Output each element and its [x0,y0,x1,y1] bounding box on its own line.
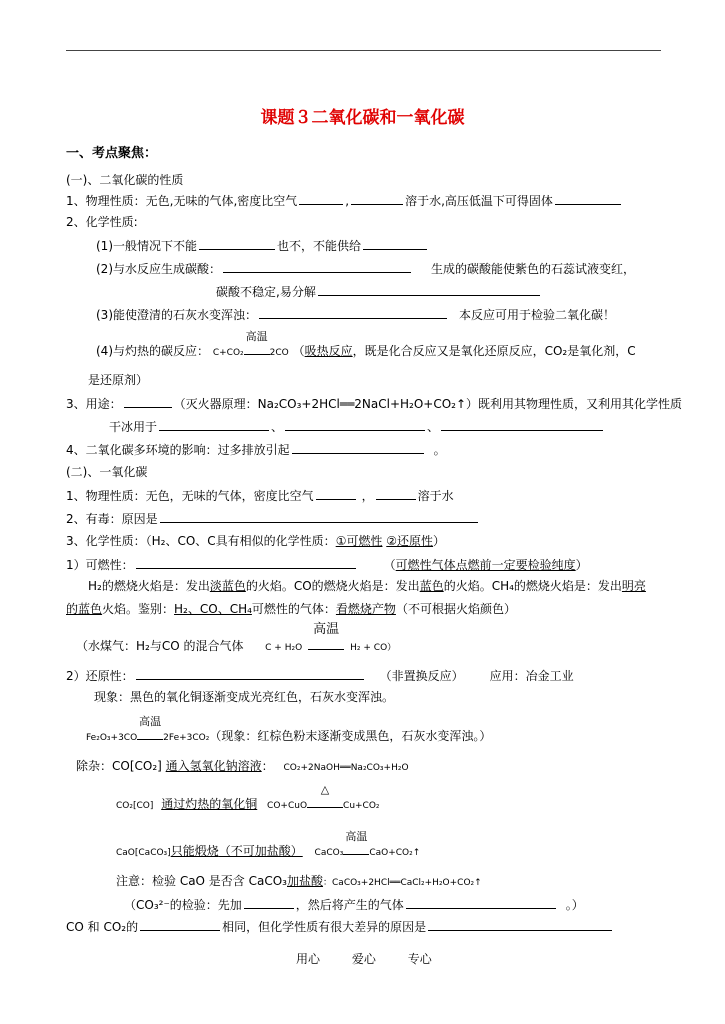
blank [376,487,416,500]
blank [292,441,424,454]
co2-c3-line: (3)能使澄清的石灰水变浑浊： 本反应可用于检验二氧化碳！ [96,308,616,322]
co-chem-line: 3、化学性质：（H₂、CO、C具有相似的化学性质：①可燃性 ②还原性） [66,534,446,548]
co2-physical-line: 1、物理性质：无色,无味的气体,密度比空气 , 溶于水,高压低温下可得固体 [66,192,623,209]
co-reduction-line: 2）还原性： （非置换反应） 应用：冶金工业 [66,669,574,683]
carbonate-test-line: （CO₃²⁻的检验：先加 ，然后将产生的气体 。） [124,898,584,912]
blank [159,418,269,431]
reaction-arrow: 高温 [137,728,163,744]
blank [259,306,447,319]
co2-c2-line: (2)与水反应生成碳酸： 生成的碳酸能使紫色的石蕊试液变红， [96,262,636,276]
blank [136,556,356,569]
reaction-arrow: 高温 [343,843,369,859]
blank [136,667,364,680]
co2-c4-line: (4)与灼热的碳反应： C+CO₂ 高温 2CO （吸热反应，既是化合反应又是氧化还原反应，CO₂是氧化剂，C [96,330,636,358]
co-physical-line: 1、物理性质：无色，无味的气体，密度比空气 ， 溶于水 [66,489,454,503]
footer-item: 爱心 [351,952,376,966]
impurity-line-3: CaO[CaCO₃]只能煅烧（不可加盐酸） CaCO₃ 高温 CaO+CO₂↑ [116,830,421,858]
fe2o3-reaction-line: Fe₂O₃+3CO 高温 2Fe+3CO₂（现象：红棕色粉末逐渐变成黑色，石灰水变浑浊。） [86,715,492,743]
reaction-arrow: 高温 [244,343,270,359]
reaction-arrow: △ [307,796,343,812]
co2-c1-line: (1)一般情况下不能 也不，不能供给 [96,237,429,254]
blank [316,487,356,500]
impurity-line-2: CO₂[CO] 通过灼热的氧化铜 CO+CuO △ Cu+CO₂ [116,783,380,811]
blank [351,192,403,205]
co-flame-line-2: 的蓝色火焰。鉴别：H₂、CO、CH₄可燃性的气体：看燃烧产物（不可根据火焰颜色） [66,602,516,616]
co2-use-line: 3、用途： （灭火器原理：Na₂CO₃+2HCl══2NaCl+H₂O+CO₂↑）既利用其物理性质，又利用其化学性质 [66,397,683,411]
co2-dryice-line: 干冰用于 、 、 [109,418,605,435]
blank [199,237,275,250]
co-toxic-line: 2、有毒：原因是 [66,510,480,527]
blank [363,237,427,250]
blank [428,918,612,931]
co-combustion-line: 1）可燃性： （可燃性气体点燃前一定要检验纯度） [66,558,588,572]
blank [140,918,220,931]
blank [406,896,556,909]
blank [160,510,478,523]
caution-line: 注意：检验 CaO 是否含 CaCO₃加盐酸：CaCO₃+2HCl══CaCl₂+H₂O+CO₂↑ [116,874,482,888]
blank [244,896,294,909]
reaction-arrow: 高温 [308,638,344,654]
blank [555,192,621,205]
impurity-line-1: 除杂：CO[CO₂] 通入氢氧化钠溶液： CO₂+2NaOH══Na₂CO₃+H₂O [76,759,409,773]
co-flame-line-1: H₂的燃烧火焰是：发出淡蓝色的火焰。CO的燃烧火焰是：发出蓝色的火焰。CH₄的燃烧火焰是：发出明亮 [88,579,646,593]
co2-chemical-heading: 2、化学性质: [66,215,138,229]
section-heading: 一、考点聚焦： [66,146,158,161]
blank [124,395,172,408]
co-water-gas-line: （水煤气：H₂与CO 的混合气体 C + H₂O 高温 H₂ + CO） [76,622,397,653]
co2-heading: (一)、二氧化碳的性质 [66,173,184,187]
page-title: 课题３二氧化碳和一氧化碳 [260,108,465,128]
co-phenomenon: 现象：黑色的氧化铜逐渐变成光亮红色，石灰水变浑浊。 [94,690,395,704]
footer-item: 用心 [296,952,321,966]
page-footer [296,950,460,967]
blank [318,283,540,296]
co2-env-line: 4、二氧化碳多环境的影响：过多排放引起 。 [66,443,446,457]
blank [285,418,425,431]
co-co2-difference-line: CO 和 CO₂的 相同，但化学性质有很大差异的原因是 [66,918,614,935]
footer-item: 专心 [407,952,432,966]
blank [299,192,343,205]
blank [223,260,411,273]
co2-c2-decomp-line: 碳酸不稳定,易分解 [216,283,542,300]
co2-c4-tail: 是还原剂） [88,373,149,387]
blank [441,418,603,431]
co-heading: (二)、一氧化碳 [66,465,148,479]
header-rule [66,50,661,51]
